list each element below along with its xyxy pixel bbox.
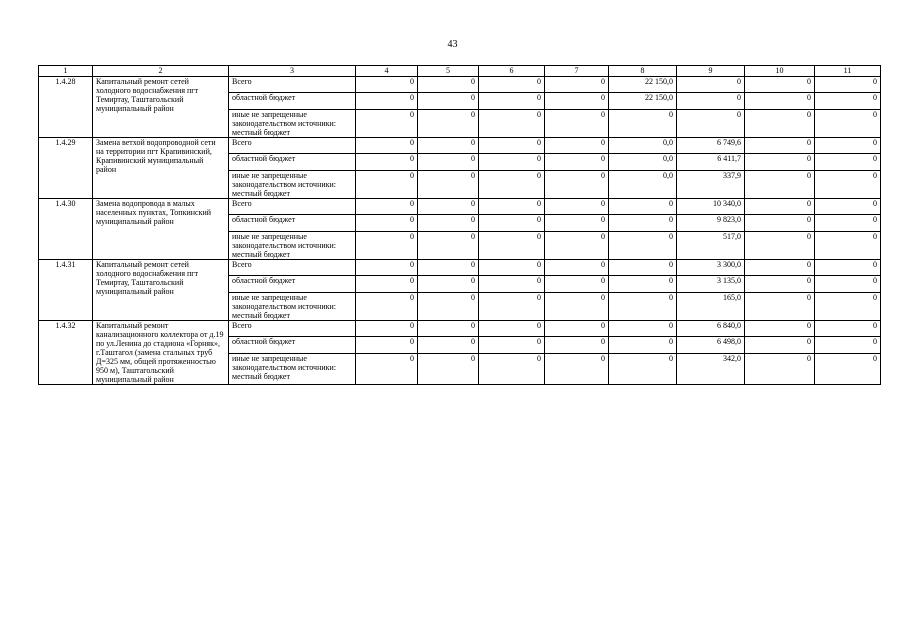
value-cell: 0 xyxy=(545,199,609,215)
funding-source: областной бюджет xyxy=(229,154,356,171)
value-cell: 0 xyxy=(418,337,479,354)
value-cell: 0 xyxy=(479,110,545,138)
header-cell: 9 xyxy=(677,66,745,77)
value-cell: 0 xyxy=(545,232,609,260)
value-cell: 0 xyxy=(815,171,881,199)
value-cell: 0 xyxy=(418,199,479,215)
funding-source xyxy=(229,171,356,199)
value-cell: 0 xyxy=(609,321,677,337)
header-cell: 6 xyxy=(479,66,545,77)
funding-source-sublabel: местный бюджет xyxy=(232,189,290,198)
value-cell: 9 823,0 xyxy=(677,215,745,232)
value-cell: 0 xyxy=(418,215,479,232)
value-cell: 0 xyxy=(418,110,479,138)
value-cell: 0 xyxy=(356,260,418,276)
value-cell: 0 xyxy=(356,337,418,354)
value-cell: 0 xyxy=(356,110,418,138)
value-cell: 517,0 xyxy=(677,232,745,260)
budget-table xyxy=(38,65,881,385)
table-row xyxy=(39,260,881,276)
value-cell: 0 xyxy=(356,293,418,321)
funding-source: Всего xyxy=(229,260,356,276)
value-cell: 0 xyxy=(418,321,479,337)
header-cell: 7 xyxy=(545,66,609,77)
funding-source-sublabel: местный бюджет xyxy=(232,128,290,137)
value-cell: 0,0 xyxy=(609,138,677,154)
value-cell: 0 xyxy=(418,93,479,110)
row-code: 1.4.32 xyxy=(39,321,93,385)
value-cell: 0 xyxy=(745,138,815,154)
value-cell: 0 xyxy=(479,138,545,154)
value-cell: 0 xyxy=(356,93,418,110)
value-cell: 342,0 xyxy=(677,354,745,385)
value-cell: 0 xyxy=(545,171,609,199)
value-cell: 0 xyxy=(356,171,418,199)
value-cell: 0 xyxy=(479,171,545,199)
value-cell: 0 xyxy=(545,354,609,385)
value-cell: 0 xyxy=(745,354,815,385)
funding-source: областной бюджет xyxy=(229,93,356,110)
row-code: 1.4.30 xyxy=(39,199,93,260)
funding-source-sublabel: местный бюджет xyxy=(232,372,290,381)
row-description: Капитальный ремонт канализационного коллектора от д.19 по ул.Ленина до стадиона «Горняк», г.Таштагол (замена стальных труб Д=325 мм, общей протяженностью 950 м), Таштагольский муниципальный район xyxy=(93,321,229,385)
value-cell: 0 xyxy=(479,321,545,337)
value-cell: 10 340,0 xyxy=(677,199,745,215)
value-cell: 0 xyxy=(745,260,815,276)
funding-source: областной бюджет xyxy=(229,276,356,293)
value-cell: 0 xyxy=(479,199,545,215)
row-description: Капитальный ремонт сетей холодного водоснабжения пгт Темиртау, Таштагольский муниципальный район xyxy=(93,260,229,321)
value-cell: 0 xyxy=(677,93,745,110)
value-cell: 0 xyxy=(479,260,545,276)
value-cell: 0 xyxy=(356,77,418,93)
funding-source xyxy=(229,293,356,321)
funding-source-sublabel: местный бюджет xyxy=(232,250,290,259)
value-cell: 0 xyxy=(815,93,881,110)
value-cell: 0 xyxy=(418,260,479,276)
value-cell: 0 xyxy=(356,321,418,337)
value-cell: 0 xyxy=(815,276,881,293)
value-cell: 0 xyxy=(745,93,815,110)
value-cell: 0 xyxy=(815,260,881,276)
value-cell: 0 xyxy=(609,293,677,321)
header-cell: 4 xyxy=(356,66,418,77)
value-cell: 6 498,0 xyxy=(677,337,745,354)
value-cell: 0 xyxy=(609,276,677,293)
funding-source xyxy=(229,110,356,138)
value-cell: 3 300,0 xyxy=(677,260,745,276)
value-cell: 0 xyxy=(545,321,609,337)
funding-source: Всего xyxy=(229,77,356,93)
value-cell: 22 150,0 xyxy=(609,93,677,110)
row-code: 1.4.28 xyxy=(39,77,93,138)
value-cell: 0 xyxy=(815,110,881,138)
value-cell: 0 xyxy=(479,232,545,260)
value-cell: 0,0 xyxy=(609,154,677,171)
value-cell: 0 xyxy=(545,154,609,171)
header-cell: 5 xyxy=(418,66,479,77)
value-cell: 0 xyxy=(815,293,881,321)
value-cell: 0,0 xyxy=(609,171,677,199)
table-row xyxy=(39,321,881,337)
value-cell: 0 xyxy=(479,215,545,232)
funding-source: областной бюджет xyxy=(229,215,356,232)
value-cell: 0 xyxy=(609,232,677,260)
funding-source-label: иные не запрещенные законодательством источники: xyxy=(232,293,337,311)
funding-source-label: иные не запрещенные законодательством источники: xyxy=(232,171,337,189)
value-cell: 0 xyxy=(745,321,815,337)
value-cell: 0 xyxy=(677,77,745,93)
value-cell: 0 xyxy=(745,293,815,321)
value-cell: 0 xyxy=(479,77,545,93)
value-cell: 0 xyxy=(815,354,881,385)
value-cell: 0 xyxy=(745,215,815,232)
value-cell: 0 xyxy=(745,171,815,199)
value-cell: 0 xyxy=(815,215,881,232)
funding-source: Всего xyxy=(229,199,356,215)
value-cell: 3 135,0 xyxy=(677,276,745,293)
value-cell: 0 xyxy=(745,110,815,138)
value-cell: 0 xyxy=(418,354,479,385)
value-cell: 165,0 xyxy=(677,293,745,321)
value-cell: 0 xyxy=(418,77,479,93)
value-cell: 0 xyxy=(545,260,609,276)
funding-source xyxy=(229,232,356,260)
value-cell: 0 xyxy=(418,171,479,199)
value-cell: 0 xyxy=(815,321,881,337)
table-row xyxy=(39,138,881,154)
value-cell: 0 xyxy=(356,199,418,215)
page-number: 43 xyxy=(447,39,458,50)
value-cell: 0 xyxy=(418,232,479,260)
row-description: Замена водопровода в малых населенных пунктах, Топкинский муниципальный район xyxy=(93,199,229,260)
value-cell: 0 xyxy=(815,138,881,154)
value-cell: 0 xyxy=(545,215,609,232)
value-cell: 0 xyxy=(356,154,418,171)
funding-source: областной бюджет xyxy=(229,337,356,354)
value-cell: 0 xyxy=(609,337,677,354)
funding-source-label: иные не запрещенные законодательством источники: xyxy=(232,354,337,372)
value-cell: 22 150,0 xyxy=(609,77,677,93)
value-cell: 0 xyxy=(479,93,545,110)
row-description: Замена ветхой водопроводной сети на территории пгт Крапивинский, Крапивинский муниципальный район xyxy=(93,138,229,199)
value-cell: 0 xyxy=(677,110,745,138)
value-cell: 0 xyxy=(545,77,609,93)
value-cell: 0 xyxy=(545,293,609,321)
header-cell: 3 xyxy=(229,66,356,77)
value-cell: 0 xyxy=(609,260,677,276)
value-cell: 0 xyxy=(479,354,545,385)
value-cell: 0 xyxy=(545,337,609,354)
value-cell: 0 xyxy=(545,138,609,154)
row-description: Капитальный ремонт сетей холодного водоснабжения пгт Темиртау, Таштагольский муниципальный район xyxy=(93,77,229,138)
value-cell: 0 xyxy=(609,199,677,215)
row-code: 1.4.29 xyxy=(39,138,93,199)
value-cell: 0 xyxy=(418,293,479,321)
value-cell: 0 xyxy=(356,276,418,293)
value-cell: 0 xyxy=(609,215,677,232)
value-cell: 0 xyxy=(815,337,881,354)
funding-source: Всего xyxy=(229,321,356,337)
value-cell: 0 xyxy=(479,276,545,293)
row-code: 1.4.31 xyxy=(39,260,93,321)
value-cell: 0 xyxy=(356,232,418,260)
value-cell: 0 xyxy=(609,354,677,385)
value-cell: 0 xyxy=(356,354,418,385)
value-cell: 0 xyxy=(418,138,479,154)
value-cell: 0 xyxy=(815,232,881,260)
value-cell: 0 xyxy=(356,215,418,232)
funding-source xyxy=(229,354,356,385)
funding-source-sublabel: местный бюджет xyxy=(232,311,290,320)
value-cell: 0 xyxy=(745,276,815,293)
table-row xyxy=(39,77,881,93)
value-cell: 0 xyxy=(745,199,815,215)
value-cell: 0 xyxy=(356,138,418,154)
value-cell: 6 749,6 xyxy=(677,138,745,154)
value-cell: 337,9 xyxy=(677,171,745,199)
value-cell: 0 xyxy=(479,293,545,321)
value-cell: 0 xyxy=(418,276,479,293)
value-cell: 0 xyxy=(745,154,815,171)
funding-source-label: иные не запрещенные законодательством источники: xyxy=(232,110,337,128)
value-cell: 0 xyxy=(545,110,609,138)
value-cell: 0 xyxy=(815,154,881,171)
value-cell: 0 xyxy=(745,77,815,93)
value-cell: 0 xyxy=(479,154,545,171)
header-cell: 11 xyxy=(815,66,881,77)
funding-source-label: иные не запрещенные законодательством источники: xyxy=(232,232,337,250)
value-cell: 0 xyxy=(545,93,609,110)
header-cell: 10 xyxy=(745,66,815,77)
header-row xyxy=(39,66,881,77)
value-cell: 6 411,7 xyxy=(677,154,745,171)
value-cell: 0 xyxy=(815,77,881,93)
value-cell: 0 xyxy=(745,337,815,354)
header-cell: 8 xyxy=(609,66,677,77)
header-cell: 2 xyxy=(93,66,229,77)
value-cell: 0 xyxy=(418,154,479,171)
funding-source: Всего xyxy=(229,138,356,154)
value-cell: 0 xyxy=(545,276,609,293)
value-cell: 0 xyxy=(609,110,677,138)
header-cell: 1 xyxy=(39,66,93,77)
value-cell: 6 840,0 xyxy=(677,321,745,337)
value-cell: 0 xyxy=(745,232,815,260)
table-row xyxy=(39,199,881,215)
value-cell: 0 xyxy=(479,337,545,354)
value-cell: 0 xyxy=(815,199,881,215)
